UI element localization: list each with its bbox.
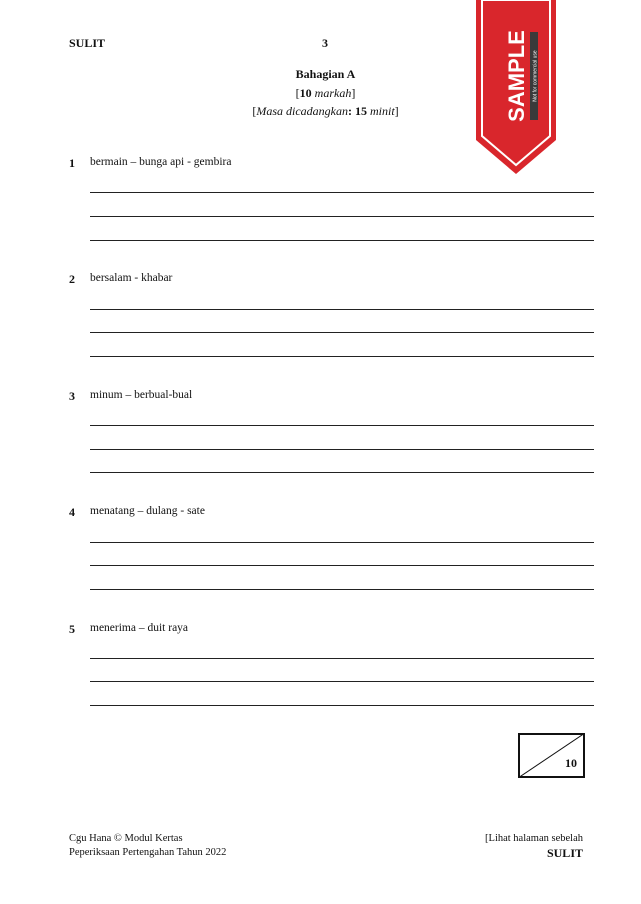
sample-ribbon-icon bbox=[476, 0, 556, 174]
time-colon: : bbox=[347, 104, 352, 118]
stamp-small-text: Not for commercial use bbox=[532, 50, 539, 102]
answer-line[interactable] bbox=[90, 705, 594, 706]
time-number: 15 bbox=[354, 104, 367, 118]
header-sulit: SULIT bbox=[69, 36, 106, 50]
section-title: Bahagian A bbox=[295, 67, 356, 81]
question-text: menatang – dulang - sate bbox=[90, 505, 205, 517]
question-number: 5 bbox=[69, 622, 75, 636]
stamp-text: SAMPLE bbox=[504, 30, 529, 122]
question-text: bermain – bunga api - gembira bbox=[90, 156, 232, 168]
footer-next-page: [Lihat halaman sebelah bbox=[485, 833, 583, 844]
bracket-open: [ bbox=[295, 86, 300, 100]
answer-line[interactable] bbox=[90, 681, 594, 682]
answer-line[interactable] bbox=[90, 425, 594, 426]
page-number: 3 bbox=[322, 36, 328, 50]
answer-line[interactable] bbox=[90, 658, 594, 659]
time-label: Masa dicadangkan bbox=[256, 104, 348, 118]
footer-right bbox=[485, 832, 583, 860]
marks-word: markah bbox=[314, 86, 352, 100]
answer-line[interactable] bbox=[90, 216, 594, 217]
answer-line[interactable] bbox=[90, 449, 594, 450]
question-number: 3 bbox=[69, 389, 75, 403]
footer-left bbox=[69, 832, 226, 860]
question-number: 4 bbox=[69, 505, 75, 519]
question-text: minum – berbual-bual bbox=[90, 389, 193, 401]
question-text: menerima – duit raya bbox=[90, 622, 189, 634]
footer-exam-name: Peperiksaan Pertengahan Tahun 2022 bbox=[69, 847, 227, 858]
answer-line[interactable] bbox=[90, 192, 594, 193]
footer-sulit: SULIT bbox=[546, 846, 583, 860]
answer-line[interactable] bbox=[90, 356, 594, 357]
answer-line[interactable] bbox=[90, 589, 594, 590]
answer-line[interactable] bbox=[90, 472, 594, 473]
score-total: 10 bbox=[565, 756, 577, 770]
question-number: 1 bbox=[69, 156, 75, 170]
bracket-close: ] bbox=[394, 104, 399, 118]
answer-line[interactable] bbox=[90, 240, 594, 241]
bracket-open: [ bbox=[252, 104, 257, 118]
marks-number: 10 bbox=[299, 86, 312, 100]
answer-line[interactable] bbox=[90, 565, 594, 566]
footer-credit: Cgu Hana © Modul Kertas bbox=[69, 833, 183, 844]
answer-line[interactable] bbox=[90, 542, 594, 543]
score-box[interactable] bbox=[518, 733, 585, 778]
bracket-close: ] bbox=[351, 86, 356, 100]
time-word: minit bbox=[369, 104, 395, 118]
question-number: 2 bbox=[69, 272, 75, 286]
question-text: bersalam - khabar bbox=[90, 272, 173, 284]
sample-stamp bbox=[476, 0, 556, 174]
answer-line[interactable] bbox=[90, 309, 594, 310]
answer-line[interactable] bbox=[90, 332, 594, 333]
